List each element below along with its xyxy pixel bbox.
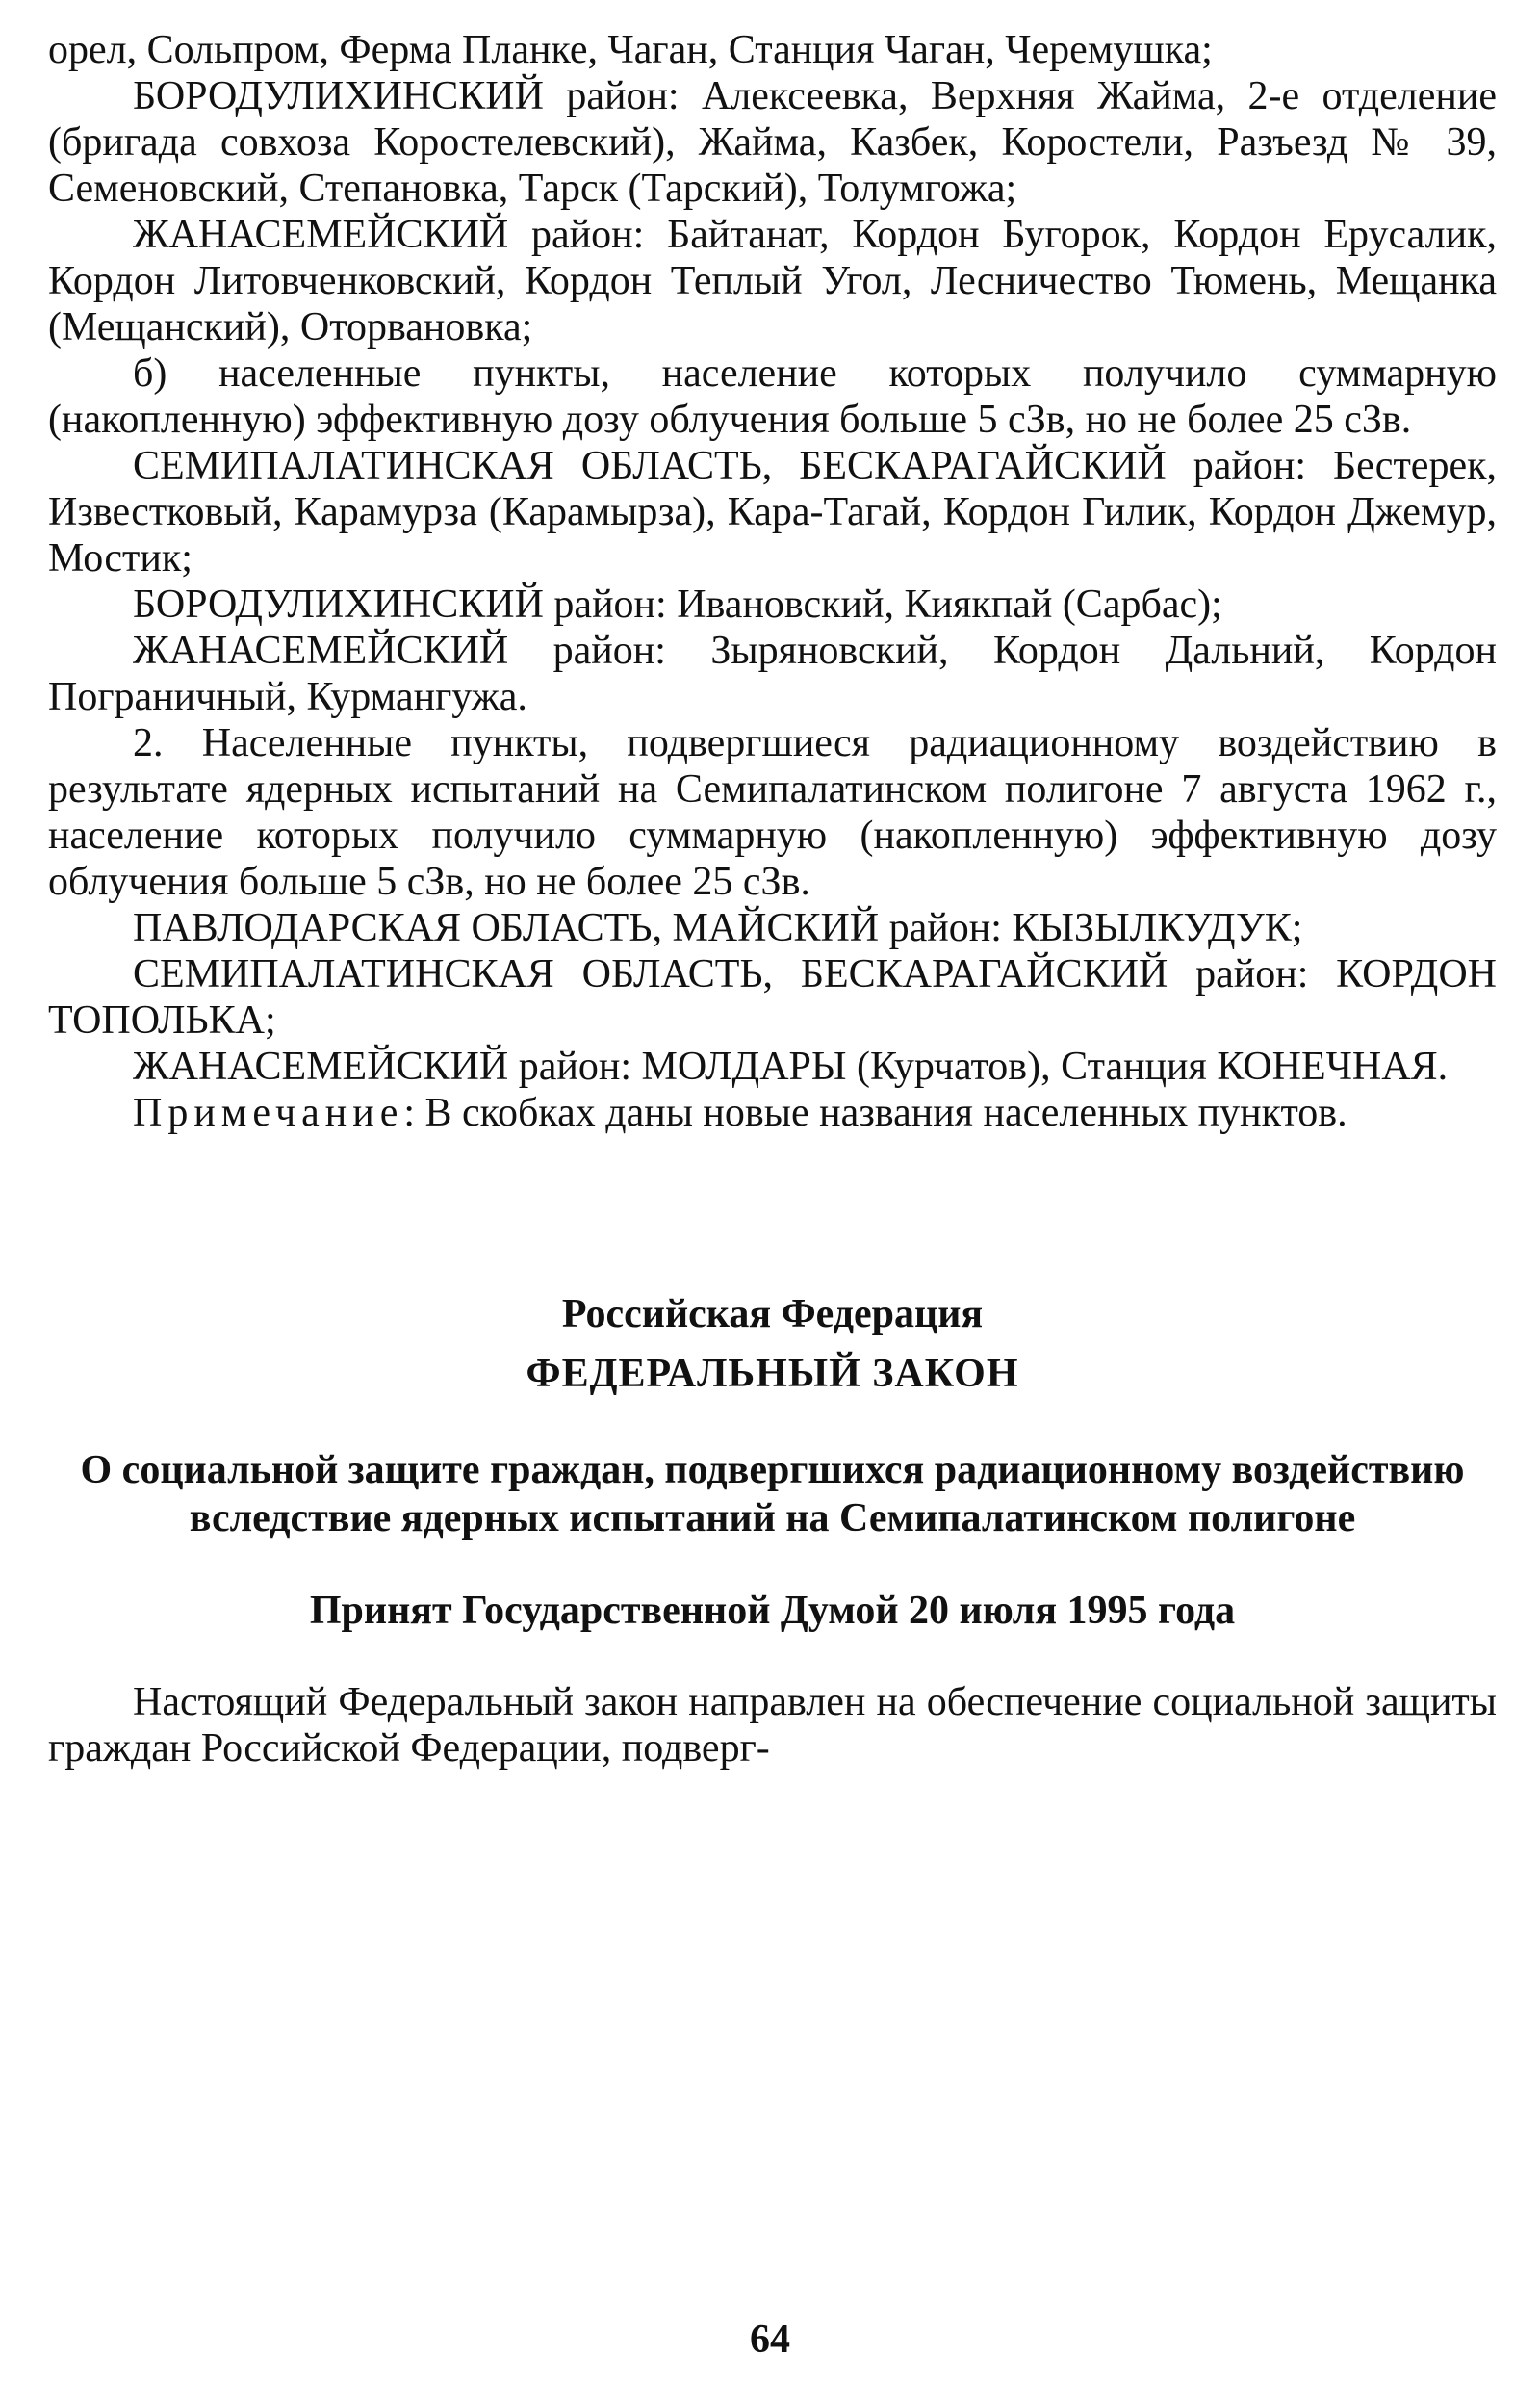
document-page: [48, 27, 1497, 1772]
list-paragraph: 2. Населенные пункты, подвергшиеся радиационному воздействию в результате ядерных испытаний на Семипалатинском полигоне 7 августа 1962 г., население которых получило суммарную (накопленную) эффективную дозу облучения больше 5 сЗв, но не более 25 сЗв.: [48, 721, 1497, 904]
list-paragraph: ПАВЛОДАРСКАЯ ОБЛАСТЬ, МАЙСКИЙ район: КЫЗЫЛКУДУК;: [133, 906, 1303, 950]
law-adopted: Принят Государственной Думой 20 июля 1995 года: [309, 1589, 1236, 1633]
list-paragraph: СЕМИПАЛАТИНСКАЯ ОБЛАСТЬ, БЕСКАРАГАЙСКИЙ район: Бестерек, Известковый, Карамурза (Карамырза), Кара-Тагай, Кордон Гилик, Кордон Джемур, Мостик;: [48, 444, 1497, 581]
page-number: 64: [750, 2317, 790, 2362]
law-type: ФЕДЕРАЛЬНЫЙ ЗАКОН: [526, 1352, 1019, 1396]
list-paragraph: БОРОДУЛИХИНСКИЙ район: Ивановский, Киякпай (Сарбас);: [133, 582, 1222, 627]
list-paragraph: СЕМИПАЛАТИНСКАЯ ОБЛАСТЬ, БЕСКАРАГАЙСКИЙ район: КОРДОН ТОПОЛЬКА;: [48, 952, 1497, 1043]
note-label: Примечание: [133, 1091, 404, 1135]
list-paragraph: орел, Сольпром, Ферма Планке, Чаган, Станция Чаган, Черемушка;: [48, 28, 1213, 72]
law-country: Российская Федерация: [561, 1292, 984, 1336]
list-paragraph: ЖАНАСЕМЕЙСКИЙ район: МОЛДАРЫ (Курчатов), Станция КОНЕЧНАЯ.: [133, 1045, 1449, 1089]
note-paragraph: [48, 1090, 1497, 1136]
list-paragraph: ЖАНАСЕМЕЙСКИЙ район: Байтанат, Кордон Бугорок, Кордон Ерусалик, Кордон Литовченковский, Кордон Теплый Угол, Лесничество Тюмень, Мещанка (Мещанский), Оторвановка;: [48, 213, 1497, 349]
law-title: О социальной защите граждан, подвергшихся радиационному воздействию вследствие ядерных испытаний на Семипалатинском полигоне: [80, 1448, 1465, 1540]
list-paragraph: б) населенные пункты, население которых получило суммарную (накопленную) эффективную дозу облучения больше 5 сЗв, но не более 25 сЗв.: [48, 351, 1497, 442]
law-intro: Настоящий Федеральный закон направлен на обеспечение социальной защиты граждан Российской Федерации, подверг-: [48, 1680, 1497, 1771]
list-paragraph: ЖАНАСЕМЕЙСКИЙ район: Зыряновский, Кордон Дальний, Кордон Пограничный, Курмангужа.: [48, 629, 1497, 719]
list-paragraph: БОРОДУЛИХИНСКИЙ район: Алексеевка, Верхняя Жайма, 2-е отделение (бригада совхоза Коростелевский), Жайма, Казбек, Коростели, Разъезд № 39, Семеновский, Степановка, Тарск (Тарский), Толумгожа;: [48, 74, 1497, 211]
note-text: : В скобках даны новые названия населенных пунктов.: [403, 1091, 1348, 1135]
